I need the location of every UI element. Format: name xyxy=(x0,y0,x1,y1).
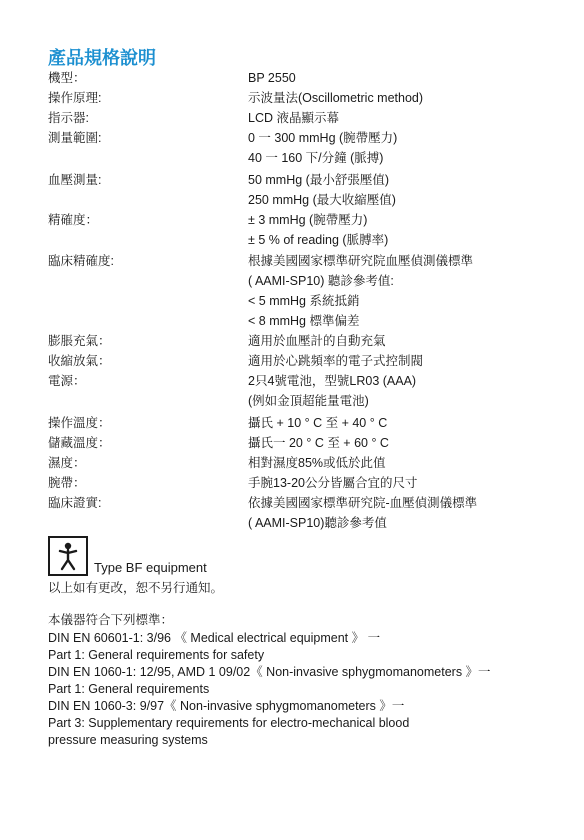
spec-value: 依據美國國家標準研究院-血壓偵測儀標準 xyxy=(248,496,478,510)
spec-value: 50 mmHg (最小舒張壓值) xyxy=(248,173,389,187)
spec-row-accuracy-pulse xyxy=(48,230,568,250)
spec-row-bp xyxy=(48,170,568,190)
spec-row-operating-temp xyxy=(48,413,568,433)
spec-value: 250 mmHg (最大收縮壓值) xyxy=(248,193,396,207)
standards-intro: 本儀器符合下列標準： xyxy=(48,613,174,627)
spec-label: 操作溫度： xyxy=(48,416,111,430)
spec-row-clinical-accuracy-4 xyxy=(48,311,568,331)
spec-value: ( AAMI-SP10)聽診參考值 xyxy=(248,516,387,530)
spec-row-power xyxy=(48,371,568,391)
spec-row-display xyxy=(48,108,568,128)
spec-value: 適用於血壓計的自動充氣 xyxy=(248,334,386,348)
spec-row-humidity xyxy=(48,453,568,473)
spec-value: 根據美國國家標準研究院血壓偵測儀標準 xyxy=(248,254,474,268)
spec-value: 示波量法(Oscillometric method) xyxy=(248,91,424,105)
spec-row-accuracy xyxy=(48,210,568,230)
spec-row-range-pulse xyxy=(48,148,568,168)
spec-value: 手腕13-20公分皆屬合宜的尺寸 xyxy=(248,476,418,490)
spec-row-deflation xyxy=(48,351,568,371)
page-title: 產品規格說明 xyxy=(48,48,156,68)
spec-label: 測量範圍: xyxy=(48,131,102,145)
spec-label: 儲藏溫度： xyxy=(48,436,111,450)
spec-label: 指示器: xyxy=(48,111,89,125)
spec-row-principle xyxy=(48,88,568,108)
spec-label: 膨脹充氣： xyxy=(48,334,111,348)
spec-row-bp-max xyxy=(48,190,568,210)
spec-label: 濕度： xyxy=(48,456,86,470)
spec-row-model xyxy=(48,68,568,88)
standard-line: Part 3: Supplementary requirements for electro-mechanical blood xyxy=(48,716,410,730)
spec-value: 40 一 160 下/分鐘 (脈搏) xyxy=(248,151,384,165)
spec-row-clinical-validation xyxy=(48,493,568,513)
standard-line: Part 1: General requirements xyxy=(48,682,210,696)
spec-row-clinical-accuracy xyxy=(48,251,568,271)
spec-row-cuff xyxy=(48,473,568,493)
spec-row-clinical-accuracy-2 xyxy=(48,271,568,291)
spec-value: 攝氏一 20 ° C 至 + 60 ° C xyxy=(248,436,389,450)
standard-line: Part 1: General requirements for safety xyxy=(48,648,265,662)
spec-label: 電源： xyxy=(48,374,86,388)
spec-row-clinical-validation-2 xyxy=(48,513,568,533)
spec-value: ± 5 % of reading (脈膊率) xyxy=(248,233,389,247)
spec-row-inflation xyxy=(48,331,568,351)
spec-value: < 8 mmHg 標準偏差 xyxy=(248,314,360,328)
spec-label: 臨床證實: xyxy=(48,496,102,510)
standard-line: DIN EN 1060-1: 12/95, AMD 1 09/02《 Non-invasive sphygmomanometers 》一 xyxy=(48,665,491,679)
spec-value: 2只4號電池，型號LR03 (AAA) xyxy=(248,374,417,388)
spec-row-range xyxy=(48,128,568,148)
spec-row-power-2 xyxy=(48,391,568,411)
standard-line: DIN EN 1060-3: 9/97《 Non-invasive sphygmomanometers 》一 xyxy=(48,699,405,713)
spec-label: 操作原理: xyxy=(48,91,102,105)
type-bf-symbol-icon xyxy=(48,536,88,576)
spec-label: 臨床精確度: xyxy=(48,254,114,268)
spec-value: < 5 mmHg 系統抵銷 xyxy=(248,294,360,308)
spec-label: 精確度： xyxy=(48,213,99,227)
spec-value: (例如金頂超能量電池) xyxy=(248,394,369,408)
spec-row-clinical-accuracy-3 xyxy=(48,291,568,311)
spec-value: 相對濕度85%或低於此值 xyxy=(248,456,386,470)
spec-value: 0 一 300 mmHg (腕帶壓力) xyxy=(248,131,398,145)
bf-equipment-label: Type BF equipment xyxy=(94,560,207,575)
spec-label: 機型： xyxy=(48,71,86,85)
spec-label: 收縮放氣： xyxy=(48,354,111,368)
standard-line: DIN EN 60601-1: 3/96 《 Medical electrical equipment 》 一 xyxy=(48,631,381,645)
spec-value: 適用於心跳頻率的電子式控制閥 xyxy=(248,354,424,368)
spec-row-storage-temp xyxy=(48,433,568,453)
spec-label: 腕帶： xyxy=(48,476,86,490)
spec-value: ± 3 mmHg (腕帶壓力) xyxy=(248,213,368,227)
spec-label: 血壓測量: xyxy=(48,173,102,187)
spec-value: LCD 液晶顯示幕 xyxy=(248,111,339,125)
spec-value: BP 2550 xyxy=(248,71,296,85)
spec-value: 攝氏 + 10 ° C 至 + 40 ° C xyxy=(248,416,388,430)
spec-value: ( AAMI-SP10) 聽診參考值: xyxy=(248,274,394,288)
change-notice: 以上如有更改，恕不另行通知。 xyxy=(48,581,224,595)
standard-line: pressure measuring systems xyxy=(48,733,208,747)
